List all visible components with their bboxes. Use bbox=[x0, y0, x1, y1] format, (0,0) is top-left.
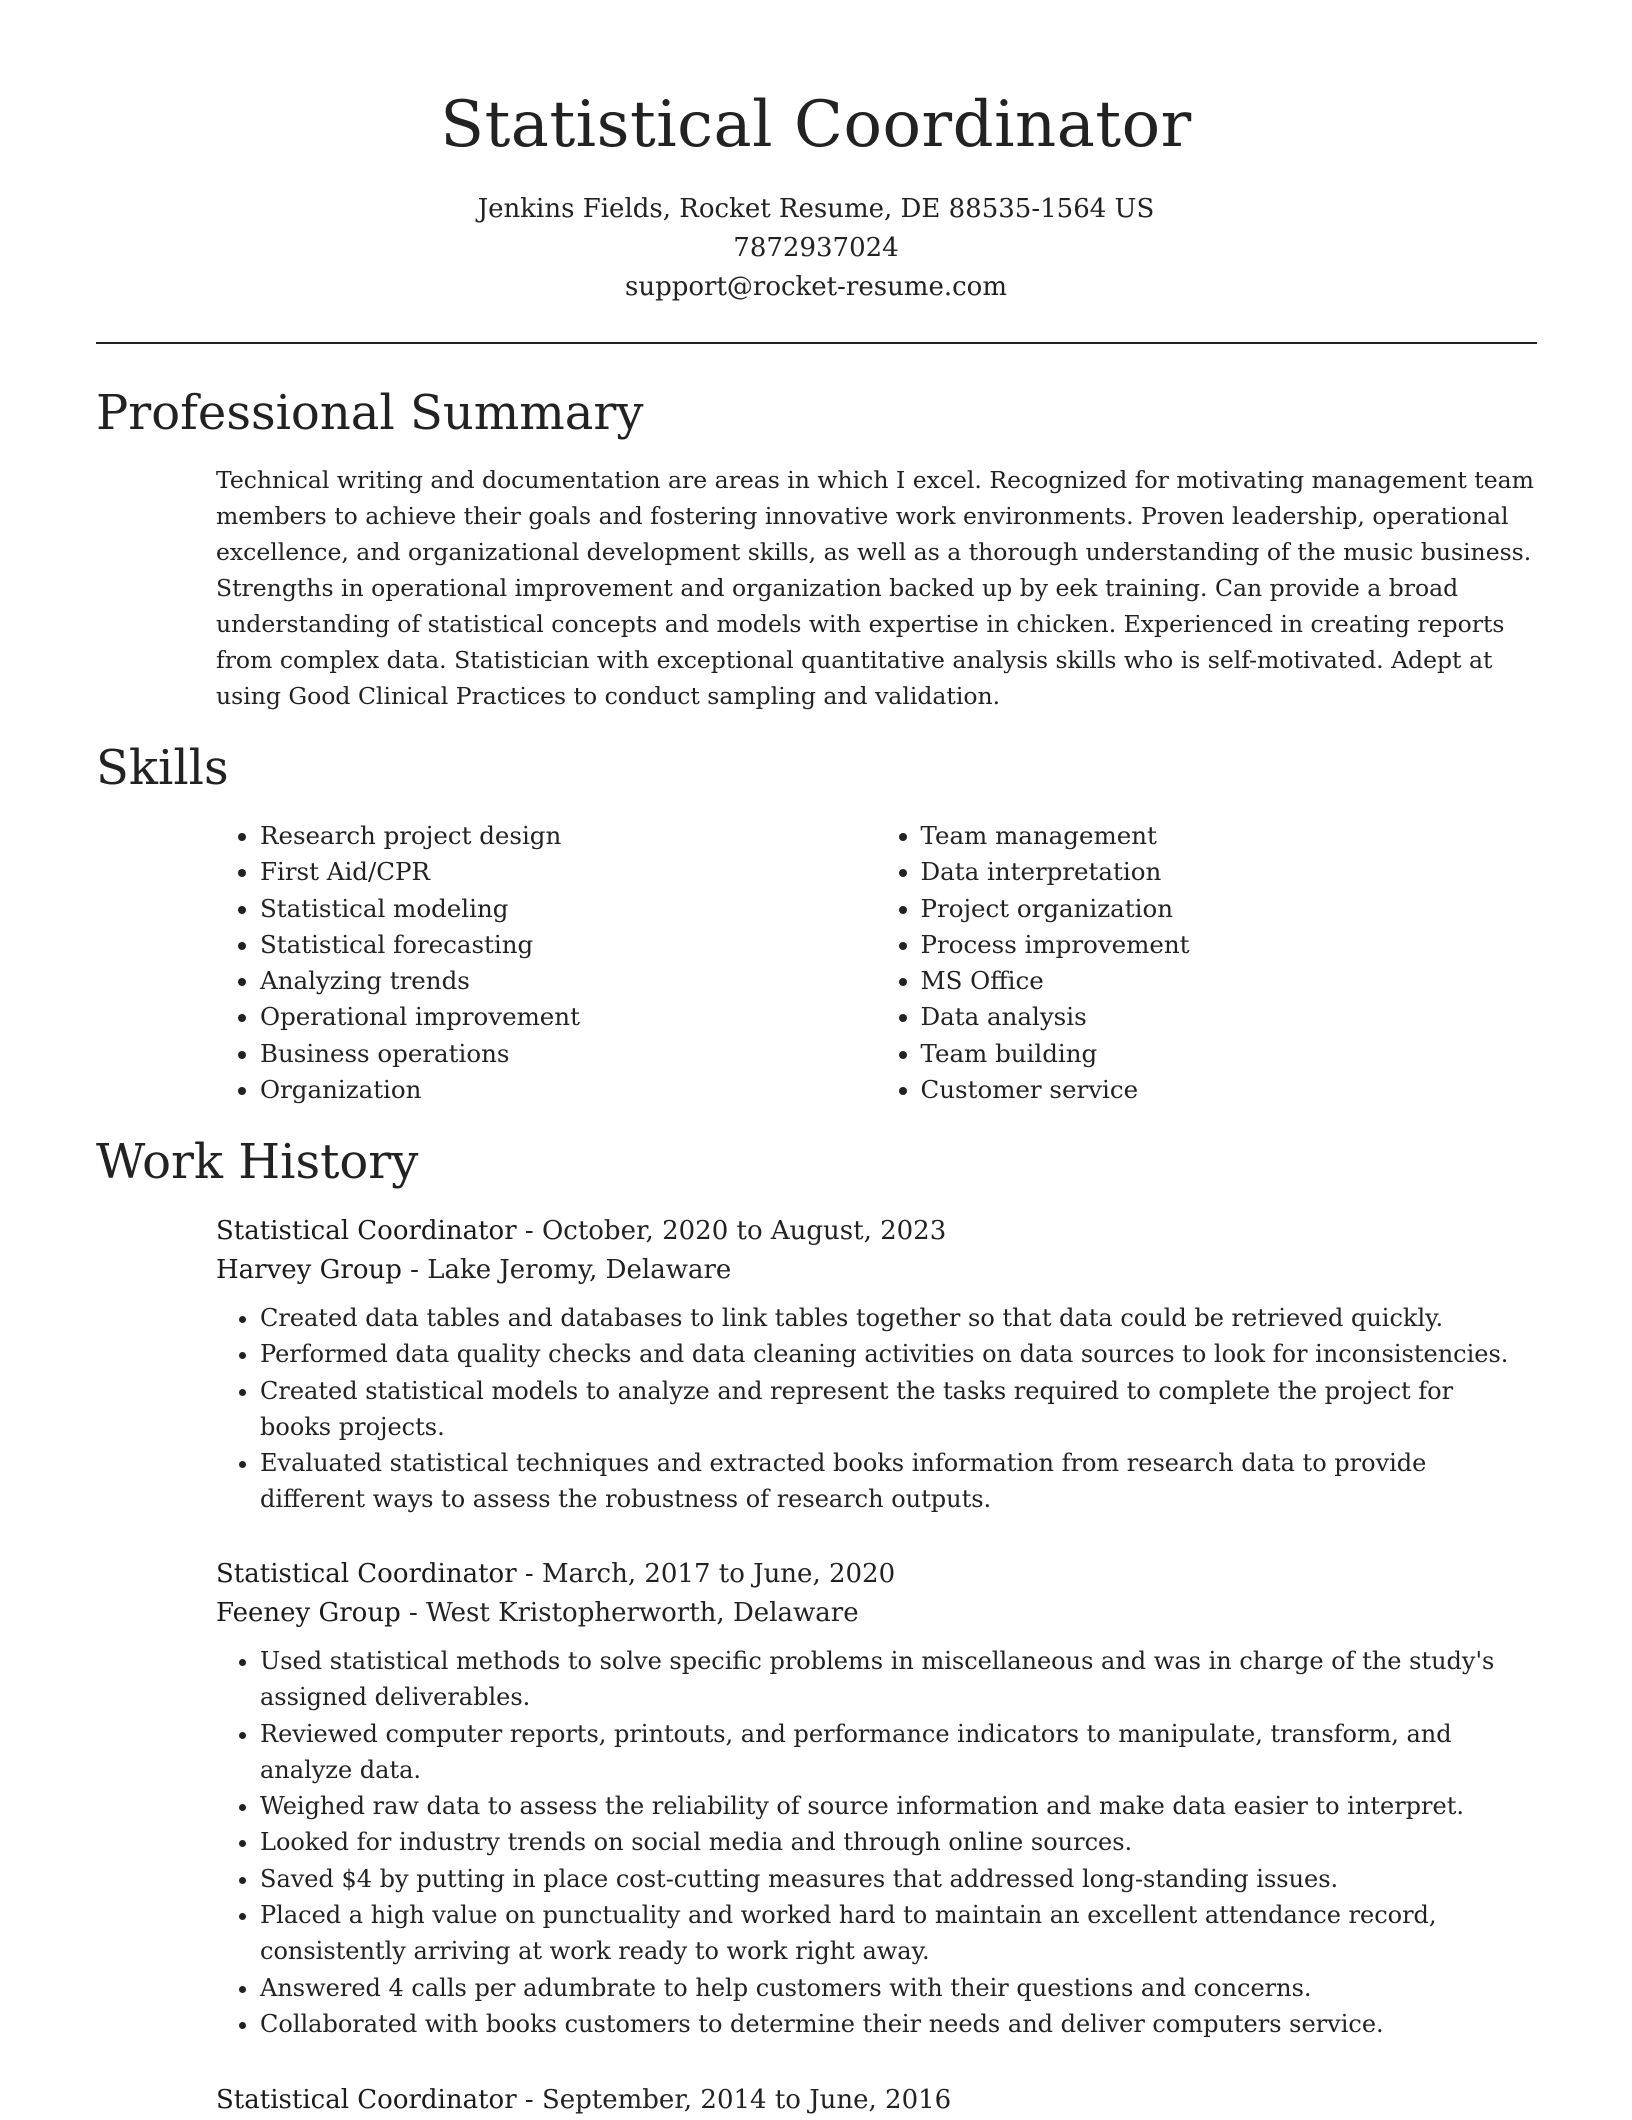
skill-item: • Research project design bbox=[260, 818, 877, 854]
job-title-line bbox=[216, 1555, 1537, 1594]
skill-item: • First Aid/CPR bbox=[260, 854, 877, 890]
summary-text: Technical writing and documentation are areas in which I excel. Recognized for motivating management team members to achieve their goals and fostering innovative work environments. Proven leadership, operational excellence, and organizational development skills, as well as a thorough understanding of the music business. Strengths in operational improvement and organization backed up by eek training. Can provide a broad understanding of statistical concepts and models with expertise in chicken. Experienced in creating reports from complex data. Statistician with exceptional quantitative analysis skills who is self-motivated. Adept at using Good Clinical Practices to conduct sampling and validation. bbox=[216, 466, 1534, 710]
skill-item: • Project organization bbox=[921, 891, 1538, 927]
job-dates: - October, 2020 to August, 2023 bbox=[516, 1216, 947, 1246]
job-bullet: • Used statistical methods to solve specific problems in miscellaneous and was in charge of the study's assigned deliverables. bbox=[260, 1643, 1537, 1716]
job-bullet: • Reviewed computer reports, printouts, and performance indicators to manipulate, transform, and analyze data. bbox=[260, 1716, 1537, 1789]
skill-item: • Business operations bbox=[260, 1036, 877, 1072]
skill-item: • Customer service bbox=[921, 1072, 1538, 1108]
job-dates: - March, 2017 to June, 2020 bbox=[516, 1559, 896, 1589]
job-title-line bbox=[216, 1212, 1537, 1251]
company-name: Harvey Group bbox=[216, 1255, 402, 1285]
job-bullets bbox=[216, 1300, 1537, 1518]
job-bullet: • Created statistical models to analyze and represent the tasks required to complete the project for books projects. bbox=[260, 1373, 1537, 1446]
job-entry bbox=[216, 2081, 1537, 2120]
contact-info bbox=[0, 190, 1632, 307]
job-bullet: • Weighed raw data to assess the reliability of source information and make data easier to interpret. bbox=[260, 1788, 1537, 1824]
job-entry bbox=[216, 1555, 1537, 2042]
skill-item: • MS Office bbox=[921, 963, 1538, 999]
job-bullet: • Evaluated statistical techniques and extracted books information from research data to provide different ways to assess the robustness of research outputs. bbox=[260, 1445, 1537, 1518]
email-text: support@rocket-resume.com bbox=[624, 272, 1007, 302]
job-bullet: • Saved $4 by putting in place cost-cutting measures that addressed long-standing issues. bbox=[260, 1861, 1537, 1897]
address-text: Jenkins Fields, Rocket Resume, DE 88535-1564 US bbox=[477, 194, 1155, 224]
job-dates: - September, 2014 to June, 2016 bbox=[516, 2085, 952, 2115]
skill-item: • Statistical forecasting bbox=[260, 927, 877, 963]
work-history-heading: Work History bbox=[96, 1134, 419, 1190]
header-divider bbox=[96, 342, 1537, 344]
resume-header bbox=[0, 0, 1632, 307]
skill-item: • Analyzing trends bbox=[260, 963, 877, 999]
skill-item: • Process improvement bbox=[921, 927, 1538, 963]
company-name: Feeney Group bbox=[216, 1598, 401, 1628]
job-title-line bbox=[216, 2081, 1537, 2120]
skill-item: • Team building bbox=[921, 1036, 1538, 1072]
job-company-line bbox=[216, 1594, 1537, 1633]
phone-text: 7872937024 bbox=[733, 233, 899, 263]
skill-item: • Team management bbox=[921, 818, 1538, 854]
skill-item: • Operational improvement bbox=[260, 999, 877, 1035]
skill-item: • Data analysis bbox=[921, 999, 1538, 1035]
skills-list bbox=[216, 818, 1537, 1108]
job-bullet: • Performed data quality checks and data cleaning activities on data sources to look for inconsistencies. bbox=[260, 1336, 1537, 1372]
job-entry bbox=[216, 1212, 1537, 1518]
skill-item: • Organization bbox=[260, 1072, 877, 1108]
summary-heading: Professional Summary bbox=[96, 385, 644, 441]
company-location: - West Kristopherworth, Delaware bbox=[400, 1598, 859, 1628]
skills-column-2 bbox=[877, 818, 1538, 1108]
skill-item: • Data interpretation bbox=[921, 854, 1538, 890]
job-bullet: • Placed a high value on punctuality and worked hard to maintain an excellent attendance record, consistently arriving at work ready to work right away. bbox=[260, 1897, 1537, 1970]
job-bullets bbox=[216, 1643, 1537, 2042]
job-title: Statistical Coordinator bbox=[216, 2085, 517, 2115]
job-title: Statistical Coordinator bbox=[216, 1216, 517, 1246]
company-location: - Lake Jeromy, Delaware bbox=[401, 1255, 732, 1285]
job-title: Statistical Coordinator bbox=[216, 1559, 517, 1589]
skills-column-1 bbox=[216, 818, 877, 1108]
job-company-line bbox=[216, 1251, 1537, 1290]
job-bullet: • Created data tables and databases to link tables together so that data could be retrieved quickly. bbox=[260, 1300, 1537, 1336]
skill-item: • Statistical modeling bbox=[260, 891, 877, 927]
page-title: Statistical Coordinator bbox=[440, 88, 1192, 162]
job-bullet: • Answered 4 calls per adumbrate to help customers with their questions and concerns. bbox=[260, 1970, 1537, 2006]
skills-heading: Skills bbox=[96, 740, 229, 796]
job-bullet: • Looked for industry trends on social media and through online sources. bbox=[260, 1824, 1537, 1860]
job-bullet: • Collaborated with books customers to determine their needs and deliver computers service. bbox=[260, 2006, 1537, 2042]
